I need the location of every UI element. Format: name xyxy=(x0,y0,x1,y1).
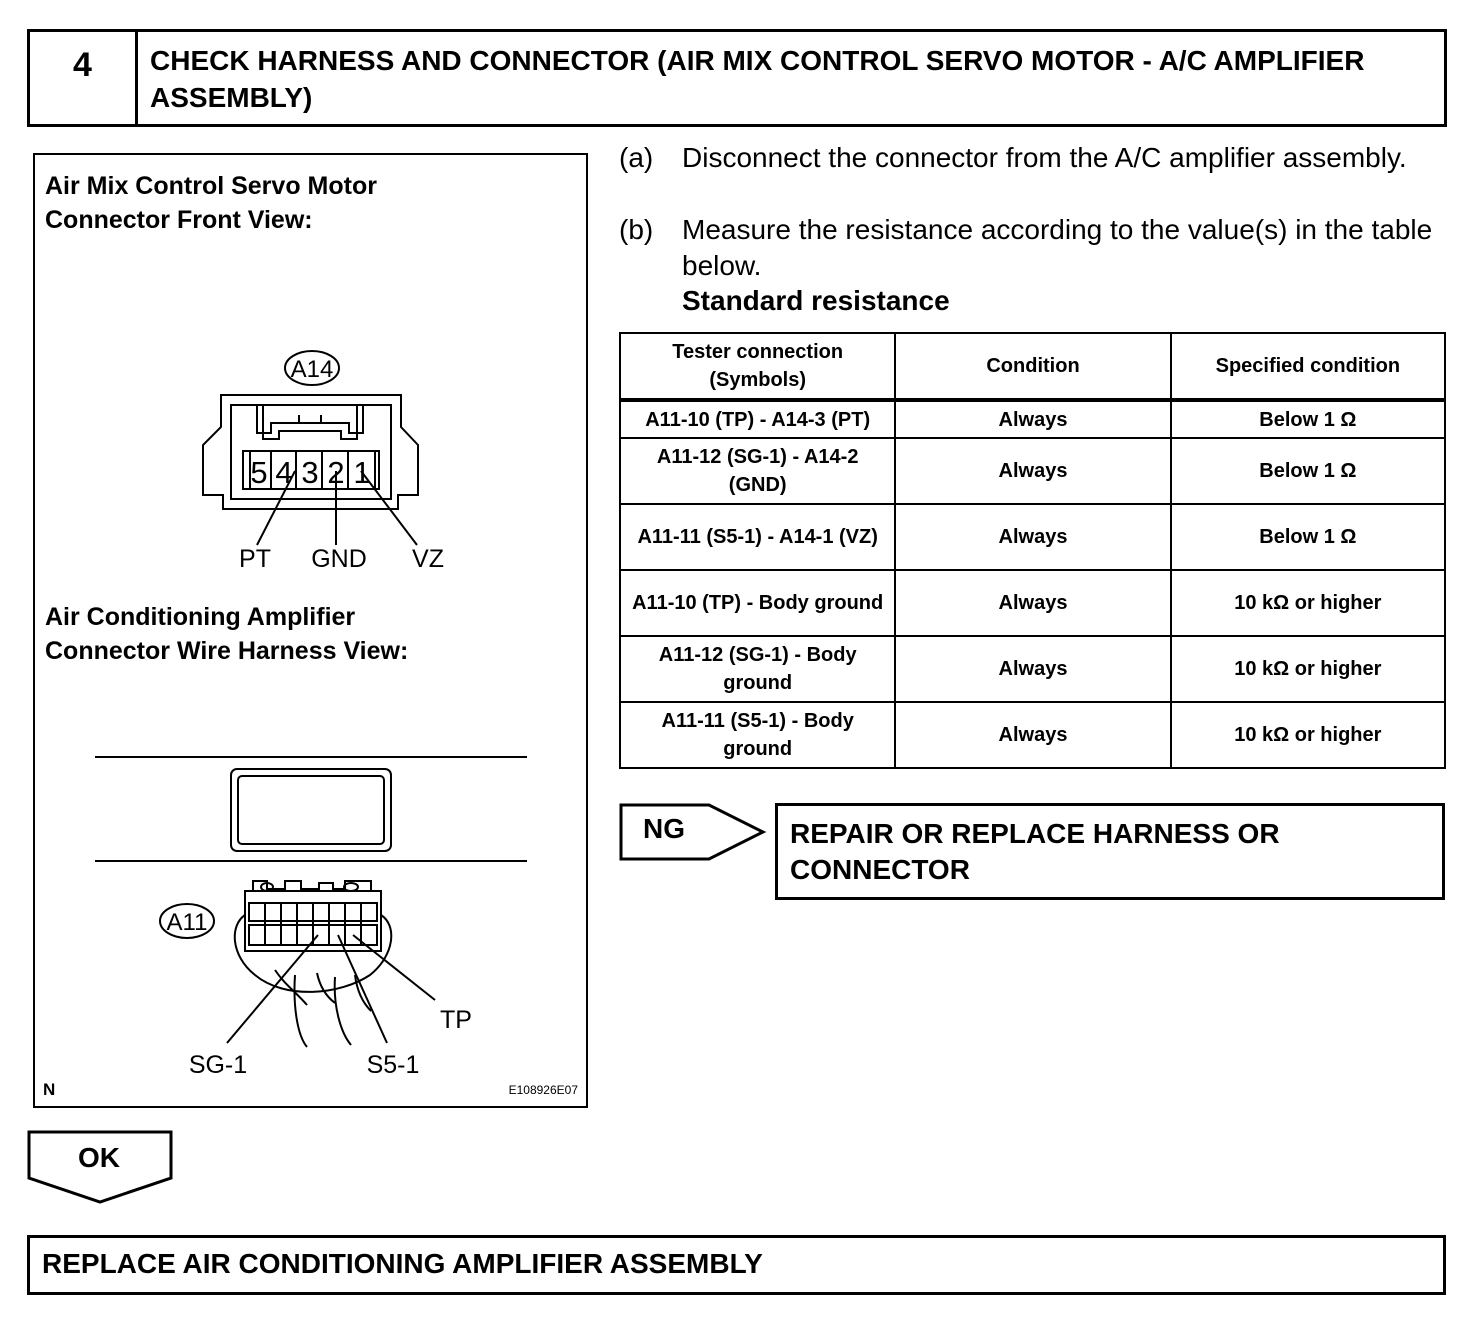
figure-label-servo-motor: Air Mix Control Servo Motor Connector Front View: xyxy=(45,172,377,234)
ok-action-box: REPLACE AIR CONDITIONING AMPLIFIER ASSEMBLY xyxy=(27,1235,1446,1295)
step-header xyxy=(27,29,1447,127)
ng-action-box: REPAIR OR REPLACE HARNESS OR CONNECTOR xyxy=(775,803,1445,900)
figure-corner-mark: N xyxy=(43,1080,56,1099)
table-row xyxy=(620,504,1445,570)
cell-tester-connection: A11-11 (S5-1) - Body ground xyxy=(620,702,895,768)
step-title: CHECK HARNESS AND CONNECTOR (AIR MIX CONTROL SERVO MOTOR - A/C AMPLIFIER ASSEMBLY) xyxy=(150,45,1365,113)
ng-arrow-icon xyxy=(619,803,769,861)
cell-tester-connection: A11-12 (SG-1) - Body ground xyxy=(620,636,895,702)
ok-label: OK xyxy=(78,1142,120,1173)
amplifier-body xyxy=(95,757,527,861)
cell-specified-condition: 10 kΩ or higher xyxy=(1171,702,1445,768)
cell-tester-connection: A11-12 (SG-1) - A14-2 (GND) xyxy=(620,438,895,504)
cell-condition: Always xyxy=(895,400,1170,438)
cell-specified-condition: Below 1 Ω xyxy=(1171,504,1445,570)
terminal-sg1-label: SG-1 xyxy=(188,1051,248,1079)
figure-label-amplifier: Air Conditioning Amplifier Connector Wire Harness View: xyxy=(45,603,409,665)
cell-tester-connection: A11-10 (TP) - Body ground xyxy=(620,570,895,636)
col-header-tester-connection: Tester connection (Symbols) xyxy=(620,333,895,400)
figure-id: E108926E07 xyxy=(508,1083,578,1097)
cell-specified-condition: 10 kΩ or higher xyxy=(1171,570,1445,636)
cell-condition: Always xyxy=(895,570,1170,636)
table-row xyxy=(620,438,1445,504)
cell-condition: Always xyxy=(895,636,1170,702)
connector-figure xyxy=(33,153,588,1108)
cell-condition: Always xyxy=(895,438,1170,504)
instruction-text: Measure the resistance according to the value(s) in the table below. xyxy=(682,214,1433,281)
terminal-vz-label: VZ xyxy=(412,545,444,573)
standard-resistance-label: Standard resistance xyxy=(682,285,950,316)
instruction-letter: (a) xyxy=(619,142,654,173)
cell-condition: Always xyxy=(895,504,1170,570)
table-row xyxy=(620,400,1445,438)
table-row xyxy=(620,702,1445,768)
cell-tester-connection: A11-11 (S5-1) - A14-1 (VZ) xyxy=(620,504,895,570)
a14-pin-5: 5 xyxy=(250,455,268,490)
a14-pin-4: 4 xyxy=(275,455,293,490)
a14-pin-1: 1 xyxy=(353,455,371,490)
instruction-letter: (b) xyxy=(619,214,654,245)
step-number: 4 xyxy=(30,32,138,124)
tp-leader xyxy=(353,935,435,1000)
resistance-table xyxy=(619,332,1446,769)
table-row xyxy=(620,636,1445,702)
terminal-tp-label: TP xyxy=(440,1006,472,1034)
cell-condition: Always xyxy=(895,702,1170,768)
cell-tester-connection: A11-10 (TP) - A14-3 (PT) xyxy=(620,400,895,438)
terminal-pt-label: PT xyxy=(239,545,271,573)
a14-pin-3: 3 xyxy=(301,455,319,490)
terminal-s51-label: S5-1 xyxy=(366,1051,420,1079)
table-header-row xyxy=(620,333,1445,400)
cell-specified-condition: 10 kΩ or higher xyxy=(1171,636,1445,702)
col-header-condition: Condition xyxy=(895,333,1170,400)
col-header-specified-condition: Specified condition xyxy=(1171,333,1445,400)
a14-id-label: A14 xyxy=(290,356,334,383)
terminal-gnd-label: GND xyxy=(311,545,367,573)
a11-id-label: A11 xyxy=(166,909,208,936)
cell-specified-condition: Below 1 Ω xyxy=(1171,400,1445,438)
instruction-text: Disconnect the connector from the A/C amplifier assembly. xyxy=(682,142,1407,173)
table-row xyxy=(620,570,1445,636)
ng-label: NG xyxy=(643,813,685,844)
a11-connector xyxy=(160,881,435,1047)
a14-lock-tab xyxy=(257,405,363,433)
cell-specified-condition: Below 1 Ω xyxy=(1171,438,1445,504)
a14-pin-2: 2 xyxy=(327,455,345,490)
